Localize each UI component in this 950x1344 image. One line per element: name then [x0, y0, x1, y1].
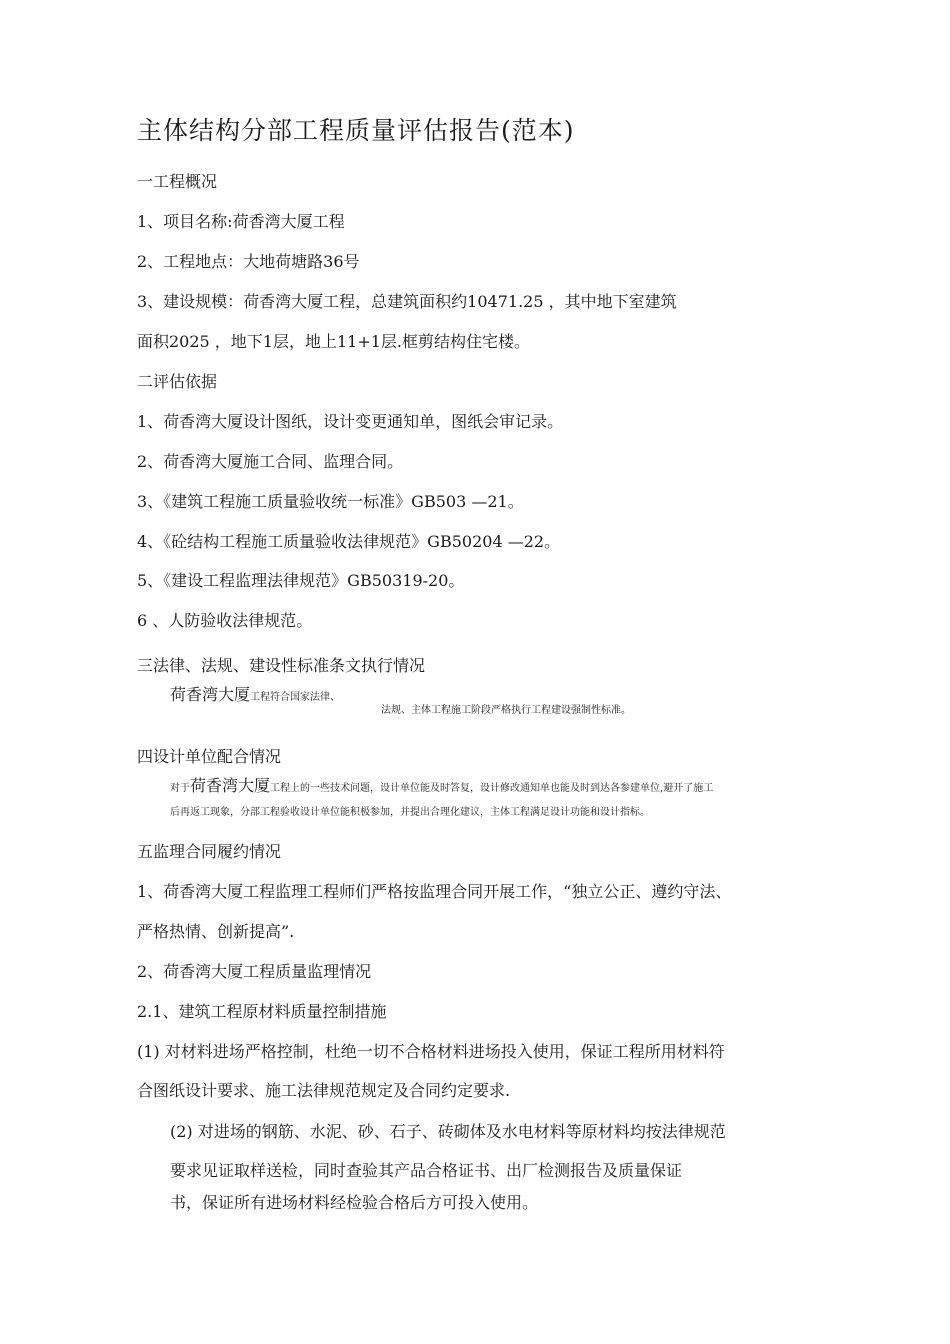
section-heading-regulations: 三法律、法规、建设性标准条文执行情况	[137, 656, 426, 675]
supervision-item-1-cont: 严格热情、创新提高”.	[137, 922, 295, 941]
section-heading-overview: 一工程概况	[137, 172, 218, 191]
regulations-text-line-2: 法规、主体工程施工阶段严格执行工程建设强制性标准。	[381, 705, 631, 716]
overview-item-1: 1、项目名称:荷香湾大厦工程	[137, 212, 345, 231]
section-heading-basis: 二评估依据	[137, 372, 218, 391]
regulations-project-name: 荷香湾大厦	[170, 685, 251, 704]
supervision-item-2: 2、荷香湾大厦工程质量监理情况	[137, 962, 372, 981]
basis-item-1: 1、荷香湾大厦设计图纸，设计变更通知单，图纸会审记录。	[137, 412, 564, 431]
supervision-measure-2-cont: 要求见证取样送检，同时查验其产品合格证书、出厂检测报告及质量保证	[170, 1161, 683, 1180]
design-unit-text-line-2: 后再返工现象，分部工程验收设计单位能积极参加，并提出合理化建议，主体工程满足设计功能和设计指标。	[170, 807, 650, 818]
design-unit-text-a: 工程上的一些技术问题，设计单位能及时答复，设计修改通知单也能及时到达各参建单位,避开了施工	[270, 783, 714, 794]
overview-item-3: 3、建设规模：荷香湾大厦工程，总建筑面积约10471.25 ，其中地下室建筑	[137, 292, 677, 311]
design-unit-prefix: 对于	[170, 783, 190, 794]
section-heading-supervision: 五监理合同履约情况	[137, 842, 282, 861]
overview-item-3-cont: 面积2025 ，地下1层，地上11+1层.框剪结构住宅楼。	[137, 332, 531, 351]
overview-item-2: 2、工程地点：大地荷塘路36号	[137, 252, 360, 271]
supervision-measure-2: (2) 对进场的钢筋、水泥、砂、石子、砖砌体及水电材料等原材料均按法律规范	[170, 1122, 726, 1141]
basis-item-3: 3、《建筑工程施工质量验收统一标准》GB503 —21。	[137, 492, 524, 511]
supervision-measure-1-cont: 合图纸设计要求、施工法律规范规定及合同约定要求.	[137, 1081, 511, 1100]
design-unit-text-line-1	[170, 776, 713, 796]
basis-item-5: 5、《建设工程监理法律规范》GB50319-20。	[137, 571, 465, 590]
supervision-item-1: 1、荷香湾大厦工程监理工程师们严格按监理合同开展工作，“独立公正、遵约守法、	[137, 882, 732, 901]
supervision-item-2-1: 2.1、建筑工程原材料质量控制措施	[137, 1002, 387, 1021]
section-heading-design-unit: 四设计单位配合情况	[137, 747, 282, 766]
supervision-measure-2-cont-2: 书，保证所有进场材料经检验合格后方可投入使用。	[170, 1193, 539, 1212]
regulations-text-a: 工程符合国家法律、	[250, 692, 341, 703]
regulations-text-line-1	[170, 685, 340, 705]
basis-item-2: 2、荷香湾大厦施工合同、监理合同。	[137, 452, 404, 471]
supervision-measure-1: (1) 对材料进场严格控制，杜绝一切不合格材料进场投入使用，保证工程所用材料符	[137, 1042, 725, 1061]
design-unit-project-name: 荷香湾大厦	[190, 776, 271, 795]
basis-item-6: 6 、人防验收法律规范。	[137, 611, 313, 630]
document-title: 主体结构分部工程质量评估报告(范本)	[137, 116, 575, 145]
basis-item-4: 4、《砼结构工程施工质量验收法律规范》GB50204 —22。	[137, 532, 561, 551]
